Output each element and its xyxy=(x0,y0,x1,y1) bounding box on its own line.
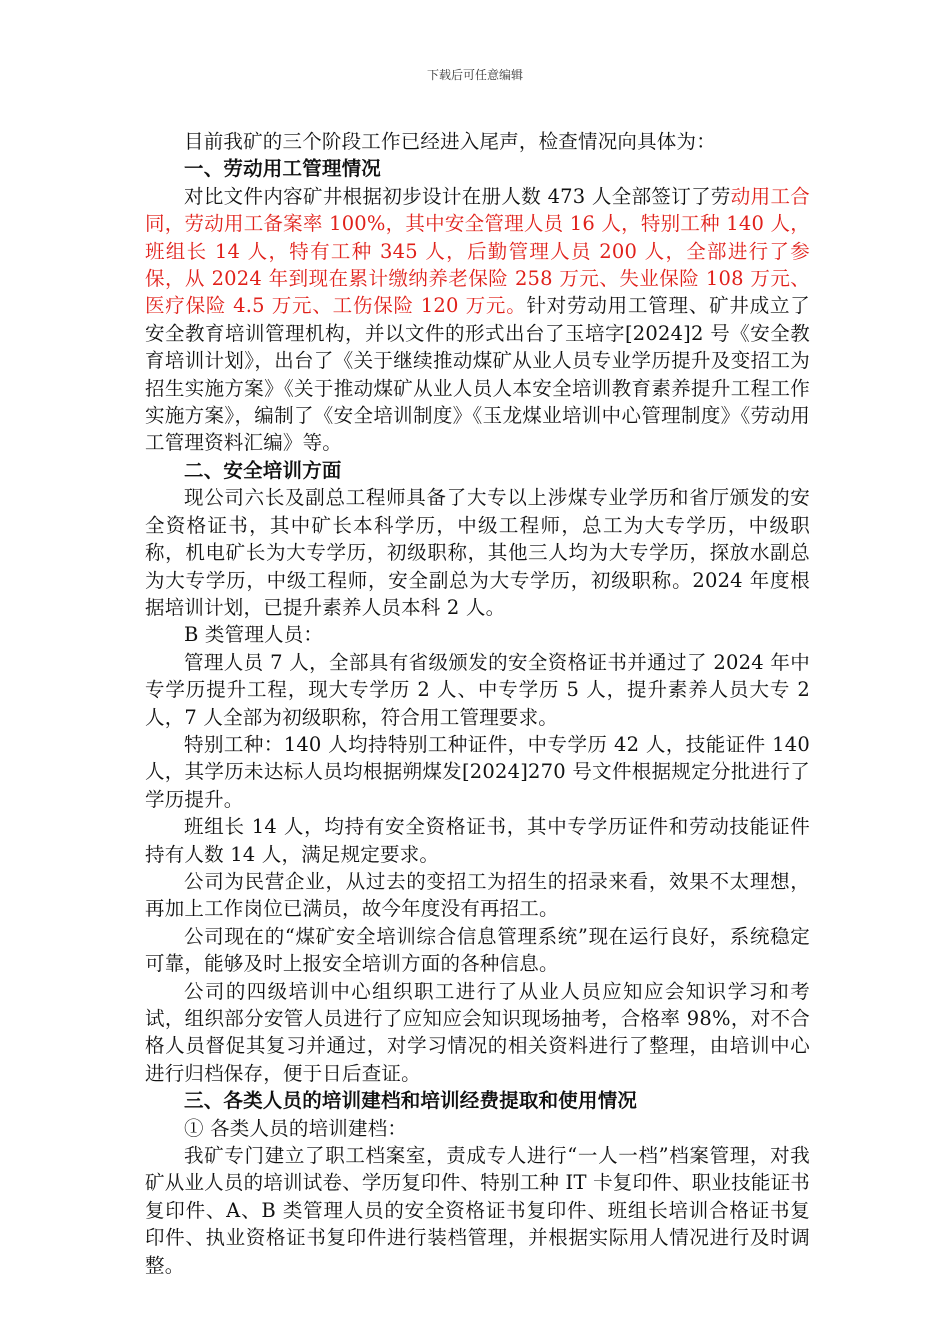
training-paragraph: 公司现在的“煤矿安全培训综合信息管理系统”现在运行良好，系统稳定可靠，能够及时上报安全培训方面的各种信息。 xyxy=(145,924,810,976)
section-heading-archives: 三、各类人员的培训建档和培训经费提取和使用情况 xyxy=(184,1089,638,1113)
labor-text-end: 针对劳动用工管理、矿井成立了安全教育培训管理机构，并以文件的形式出台了玉培字[2024]2 号《安全教育培训计划》，出台了《关于继续推动煤矿从业人员专业学历提升及变招工为招生实施方案》《关于推动煤矿从业人员人本安全培训教育素养提升工程工作实施方案》，编制了《安全培训制度》《玉龙煤业培训中心管理制度》《劳动用工管理资料汇编》等。 xyxy=(145,294,810,455)
labor-text-start: 对比文件内容矿井根据初步设计在册人数 473 人全部签订了劳 xyxy=(184,184,731,208)
training-paragraph: 现公司六长及副总工程师具备了大专以上涉煤专业学历和省厅颁发的安全资格证书，其中矿长本科学历，中级工程师，总工为大专学历，中级职称，机电矿长为大专学历，初级职称，其他三人均为大专学历，探放水副总为大专学历，中级工程师，安全副总为大专学历，初级职称。2024 年度根据培训计划，已提升素养人员本科 2 人。 xyxy=(145,486,810,619)
intro-paragraph: 目前我矿的三个阶段工作已经进入尾声，检查情况向具体为： xyxy=(184,130,716,153)
archives-paragraph: 我矿专门建立了职工档案室，责成专人进行“一人一档”档案管理，对我矿从业人员的培训试卷、学历复印件、特别工种 IT 卡复印件、职业技能证书复印件、A、B 类管理人员的安全资格证书复印件、班组长培训合格证书复印件、执业资格证书复印件进行装档管理，并根据实际用人情况进行及时调整。 xyxy=(145,1144,810,1277)
training-paragraph: 班组长 14 人，均持有安全资格证书，其中专学历证件和劳动技能证件持有人数 14 人，满足规定要求。 xyxy=(145,815,810,866)
section-heading-labor: 一、劳动用工管理情况 xyxy=(184,157,382,181)
training-paragraph: 特别工种：140 人均持特别工种证件，中专学历 42 人，技能证件 140 人，其学历未达标人员均根据朔煤发[2024]270 号文件根据规定分批进行了学历提升。 xyxy=(145,732,810,811)
labor-paragraph xyxy=(145,183,810,457)
archives-subheading: ① 各类人员的培训建档： xyxy=(184,1116,408,1140)
training-paragraph: B 类管理人员： xyxy=(184,623,324,647)
training-paragraph: 公司为民营企业，从过去的变招工为招生的招录来看，效果不太理想，再加上工作岗位已满员，故今年度没有再招工。 xyxy=(145,869,810,921)
page-header-note: 下载后可任意编辑 xyxy=(426,68,523,82)
training-paragraph: 管理人员 7 人，全部具有省级颁发的安全资格证书并通过了 2024 年中专学历提升工程，现大专学历 2 人、中专学历 5 人，提升素养人员大专 2 人，7 人全部为初级职称，符合用工管理要求。 xyxy=(145,650,810,729)
document-body xyxy=(145,128,810,1279)
section-heading-training: 二、安全培训方面 xyxy=(184,458,342,482)
training-paragraph: 公司的四级培训中心组织职工进行了从业人员应知应会知识学习和考试，组织部分安管人员进行了应知应会知识现场抽考，合格率 98%，对不合格人员督促其复习并通过，对学习情况的相关资料进行了整理，由培训中心进行归档保存，便于日后查证。 xyxy=(145,979,810,1085)
labor-text-highlight: 动用工合同，劳动用工备案率 100%，其中安全管理人员 16 人，特别工种 140 人，班组长 14 人，特有工种 345 人，后勤管理人员 200 人，全部进行了参保，从 2024 年到现在累计缴纳养老保险 258 万元、失业保险 108 万元、医疗保险 4.5 万元、工伤保险 120 万元。 xyxy=(145,184,810,318)
